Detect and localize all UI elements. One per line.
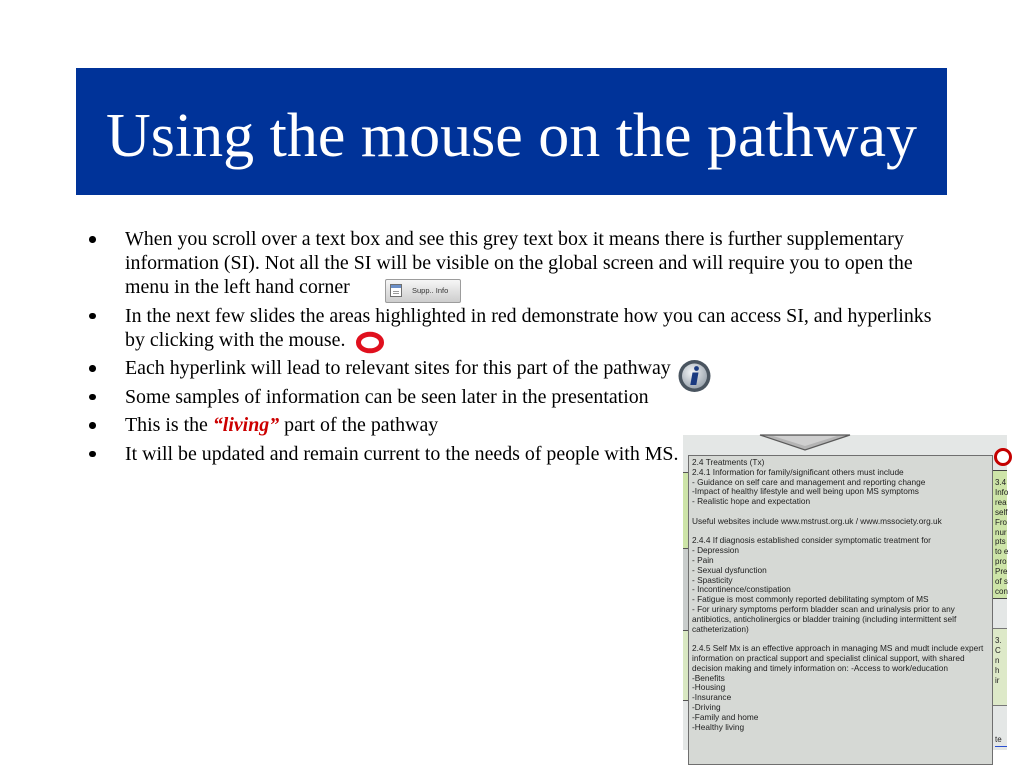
bullet-text-after: part of the pathway [279, 414, 439, 437]
tooltip-section [692, 458, 992, 507]
bullet-item [88, 304, 948, 352]
bullet-item [88, 385, 948, 409]
pathway-fragment: Pre [995, 567, 1008, 577]
tooltip-line: -Benefits [692, 672, 725, 683]
pathway-fragment: rea [995, 497, 1007, 507]
pathway-fragment: 3.4 [995, 478, 1007, 487]
bullet-item [88, 356, 948, 380]
bullet-marker [89, 422, 96, 429]
pathway-fragment: Info [995, 487, 1009, 497]
pathway-box-right [993, 470, 1007, 599]
bullet-text: In the next few slides the areas highlighted in red demonstrate how you can access SI, and hyperlinks by clicking with the mouse. [125, 304, 932, 351]
tooltip-line: Useful websites include www.mstrust.org.uk / www.mssociety.org.uk [692, 515, 942, 526]
pathway-screenshot [683, 435, 1007, 750]
bullet-text: It will be updated and remain current to the needs of people with MS. [125, 442, 679, 465]
tooltip-line: -Impact of healthy lifestyle and well being upon MS symptoms [692, 486, 919, 497]
tooltip-line: -Housing [692, 682, 726, 693]
slide-title: Using the mouse on the pathway [105, 102, 918, 170]
pathway-fragment: pro [995, 557, 1007, 567]
pathway-fragment: con [995, 586, 1008, 596]
tooltip-line: decision making and timely information on: -Access to work/education [692, 662, 948, 673]
bullet-marker [89, 365, 96, 372]
tooltip-line: information on practical support and specialist clinical support, with shared [692, 652, 965, 663]
tooltip-line: -Driving [692, 701, 721, 712]
tooltip-line: - Fatigue is most commonly reported debilitating symptom of MS [692, 594, 929, 605]
pathway-fragment: of s [995, 577, 1008, 587]
tooltip-line: - Realistic hope and expectation [692, 496, 811, 507]
supp-info-label: Supp.. Info [412, 286, 449, 295]
tooltip-line: - Spasticity [692, 574, 733, 585]
red-circle-icon [993, 447, 1011, 467]
tooltip-line: catheterization) [692, 623, 749, 634]
pathway-fragment: self [995, 507, 1008, 517]
tooltip-section [692, 536, 992, 634]
pathway-fragment: Fro [995, 517, 1007, 527]
bullet-text-before: This is the [125, 414, 213, 437]
title-banner [76, 68, 947, 195]
pathway-fragment: h [995, 665, 1000, 675]
tooltip-line: -Insurance [692, 692, 732, 703]
supp-info-button-image [385, 279, 461, 303]
tooltip-line: -Healthy living [692, 721, 745, 732]
tooltip-line: 2.4 Treatments (Tx) [692, 457, 765, 467]
pathway-fragment: pts [995, 537, 1006, 547]
bullet-text: Each hyperlink will lead to relevant sites for this part of the pathway [125, 357, 671, 380]
tooltip-line: - Depression [692, 545, 740, 556]
tooltip-line: - For urinary symptoms perform bladder scan and urinalysis prior to any [692, 603, 955, 614]
si-tooltip [688, 455, 993, 765]
tooltip-line: antibiotics, anticholinergics or bladder training (including intermittent self [692, 613, 957, 624]
pathway-fragment: te [995, 735, 1002, 744]
down-arrow-icon [683, 435, 1007, 457]
tooltip-line: 2.4.4 If diagnosis established consider symptomatic treatment for [692, 535, 931, 546]
tooltip-line: - Pain [692, 554, 714, 565]
bullet-marker [89, 313, 96, 320]
tooltip-line: - Sexual dysfunction [692, 564, 767, 575]
hyperlink-fragment [995, 746, 1007, 747]
tooltip-line: 2.4.5 Self Mx is an effective approach in managing MS and mudt include expert [692, 643, 984, 654]
pathway-fragment: n [995, 655, 1000, 665]
tooltip-section [692, 644, 992, 732]
bullet-marker [89, 236, 96, 243]
tooltip-line: 2.4.1 Information for family/significant others must include [692, 466, 904, 477]
pathway-fragment: C [995, 645, 1001, 655]
red-oval-highlight-icon [355, 331, 385, 354]
bullet-marker [89, 451, 96, 458]
pathway-fragment: ir [995, 675, 1000, 685]
bullet-marker [89, 394, 96, 401]
tooltip-line: - Guidance on self care and management and reporting change [692, 476, 926, 487]
info-icon [677, 359, 712, 393]
notepad-icon [390, 284, 402, 297]
bullet-item [88, 227, 948, 299]
pathway-box-right [993, 628, 1007, 706]
pathway-fragment: nur [995, 527, 1007, 537]
tooltip-section [692, 517, 992, 527]
bullet-text: When you scroll over a text box and see this grey text box it means there is further supplementary information (SI). Not all the SI will be visible on the global screen and will require you to open the menu in the left hand corner [125, 228, 913, 298]
bullet-text: Some samples of information can be seen later in the presentation [125, 385, 649, 408]
living-emphasis: “living” [212, 414, 280, 437]
tooltip-line: - Incontinence/constipation [692, 584, 791, 595]
tooltip-line: -Family and home [692, 711, 759, 722]
bullet-item [88, 413, 948, 437]
pathway-fragment: 3. [995, 636, 1002, 645]
pathway-fragment: to e [995, 547, 1009, 557]
